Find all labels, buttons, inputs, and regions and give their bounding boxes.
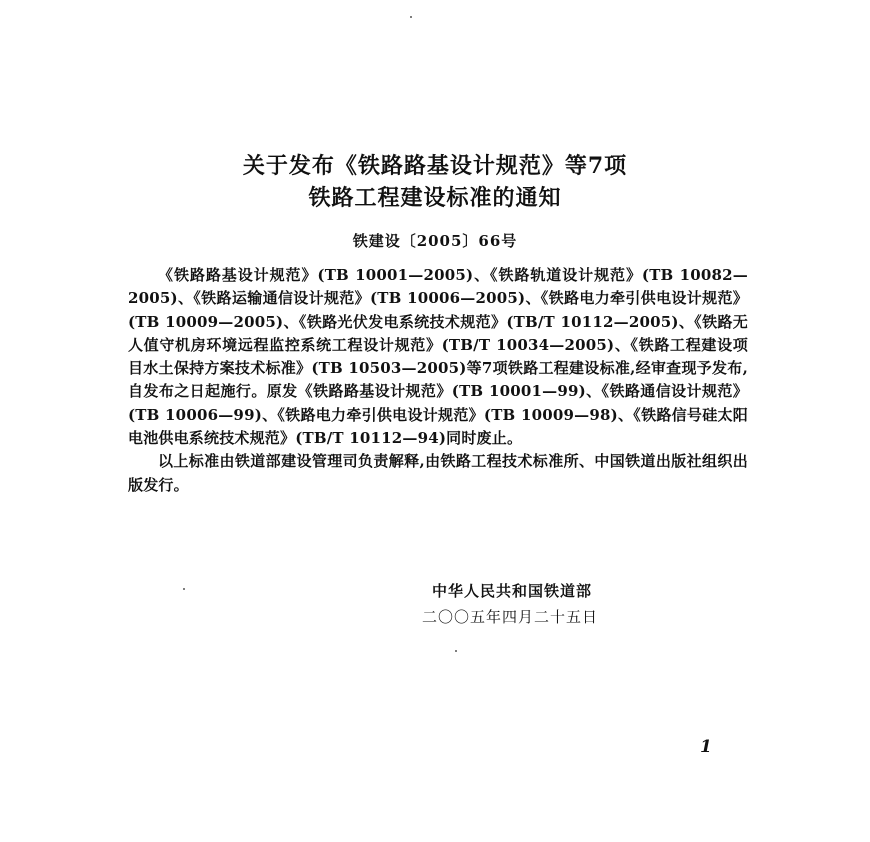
notice-title — [0, 150, 870, 214]
notice-body — [128, 264, 748, 497]
body-paragraph-1: 《铁路路基设计规范》(TB 10001—2005)、《铁路轨道设计规范》(TB 10082—2005)、《铁路运输通信设计规范》(TB 10006—2005)、《铁路电力牵引供电设计规范》(TB 10009—2005)、《铁路光伏发电系统技术规范》(TB/T 10112—2005)、《铁路无人值守机房环境远程监控系统工程设计规范》(TB/T 10034—2005)、《铁路工程建设项目水土保持方案技术标准》(TB 10503—2005)等7项铁路工程建设标准,经审查现予发布,自发布之日起施行。原发《铁路路基设计规范》(TB 10001—99)、《铁路通信设计规范》(TB 10006—99)、《铁路电力牵引供电设计规范》(TB 10009—98)、《铁路信号硅太阳电池供电系统技术规范》(TB/T 10112—94)同时废止。 — [128, 266, 748, 448]
issuing-organization: 中华人民共和国铁道部 — [432, 582, 593, 600]
scan-speck — [455, 650, 457, 652]
document-number: 铁建设〔2005〕66号 — [352, 232, 518, 250]
body-paragraph-2: 以上标准由铁道部建设管理司负责解释,由铁路工程技术标准所、中国铁道出版社组织出版发行。 — [128, 452, 748, 494]
scan-speck — [183, 588, 185, 590]
title-line-1: 关于发布《铁路路基设计规范》等7项 — [242, 153, 628, 179]
issue-date: 二〇〇五年四月二十五日 — [422, 608, 599, 626]
signature-block — [422, 578, 598, 630]
scan-speck — [410, 16, 412, 18]
title-line-2: 铁路工程建设标准的通知 — [308, 185, 562, 211]
page-number: 1 — [700, 737, 712, 757]
